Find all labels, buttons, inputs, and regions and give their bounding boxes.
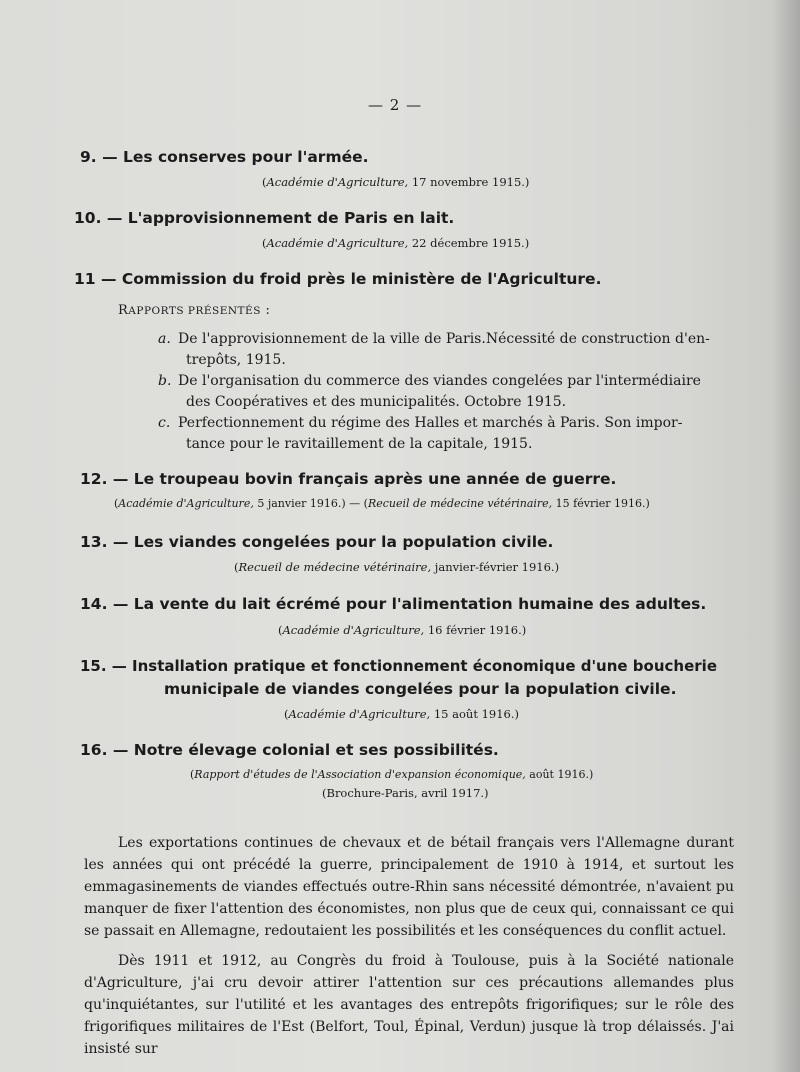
entry-14-source-italic: Académie d'Agriculture, (282, 623, 425, 637)
entry-13-heading: 13. — Les viandes congelées pour la population civile. (80, 533, 554, 551)
rapport-item-letter: a. (158, 331, 171, 347)
page-number: — 2 — (368, 96, 423, 114)
rapport-item-line2: tance pour le ravitaillement de la capitale, 1915. (186, 436, 533, 452)
entry-11-heading: 11 — Commission du froid près le ministère de l'Agriculture. (74, 270, 602, 288)
entry-12-source-italic: Académie d'Agriculture, (118, 497, 254, 510)
entry-10-heading: 10. — L'approvisionnement de Paris en lait. (74, 209, 455, 227)
rapports-label-cap: R (118, 303, 129, 318)
entry-14-heading: 14. — La vente du lait écrémé pour l'alimentation humaine des adultes. (80, 595, 707, 613)
entry-9-source-date: 17 novembre 1915.) (408, 175, 530, 189)
body-paragraph-2: Dès 1911 et 1912, au Congrès du froid à Toulouse, puis à la Société nationale d'Agriculture, j'ai cru devoir attirer l'attention sur ces précautions allemandes plus qu'inquiétantes, sur l'utilité et les avantages des entrepôts frigorifiques; sur le rôle des frigorifiques militaires de l'Est (Belfort, Toul, Épinal, Verdun) jusque là trop délaissés. J'ai insisté sur (84, 953, 734, 1057)
entry-15-heading-line2: municipale de viandes congelées pour la population civile. (164, 680, 677, 698)
rapport-item-letter: b. (158, 373, 172, 389)
rapports-label-small: APPORTS PRÉSENTÉS (128, 305, 261, 317)
entry-14-source: (Académie d'Agriculture, 16 février 1916.) (278, 623, 527, 637)
entry-16-source-italic: Rapport d'études de l'Association d'expansion économique, (194, 768, 526, 781)
entry-12-source-mid: 5 janvier 1916.) — ( (253, 497, 368, 510)
entry-15-heading-line1: 15. — Installation pratique et fonctionnement économique d'une boucherie (80, 657, 717, 675)
entry-10-source-date: 22 décembre 1915.) (408, 236, 530, 250)
rapports-label-colon: : (260, 303, 271, 318)
entry-12-source: (Académie d'Agriculture, 5 janvier 1916.) — (Recueil de médecine vétérinaire, 15 février 1916.) (114, 497, 650, 510)
entry-12-heading: 12. — Le troupeau bovin français après une année de guerre. (80, 470, 617, 488)
entry-9-source-italic: Académie d'Agriculture, (266, 175, 409, 189)
entry-15-source-date: 15 août 1916.) (430, 707, 520, 721)
entry-12-source-date: 15 février 1916.) (552, 497, 650, 510)
rapport-item-letter: c. (158, 415, 171, 431)
entry-16-source: (Rapport d'études de l'Association d'expansion économique, août 1916.) (190, 768, 594, 781)
rapport-item-b (158, 371, 728, 413)
body-paragraph-1: Les exportations continues de chevaux et de bétail français vers l'Allemagne durant les années qui ont précédé la guerre, principalement de 1910 à 1914, et surtout les emmagasinements de viandes effectués outre-Rhin sans nécessité démontrée, n'avaient pu manquer de fixer l'attention des économistes, non plus que de ceux qui, connaissant ce qui se passait en Allemagne, redoutaient les possibilités et les conséquences du conflit actuel. (84, 835, 734, 939)
entry-16-heading: 16. — Notre élevage colonial et ses possibilités. (80, 741, 499, 759)
rapport-item-a (158, 329, 728, 371)
rapport-item-line2: trepôts, 1915. (186, 352, 286, 368)
entry-9-heading: 9. — Les conserves pour l'armée. (80, 148, 369, 166)
rapports-label (118, 303, 270, 318)
rapport-item-c (158, 413, 728, 455)
entry-13-source-italic: Recueil de médecine vétérinaire, (238, 560, 432, 574)
entry-16-source-date: août 1916.) (525, 768, 594, 781)
rapport-item-line1: Perfectionnement du régime des Halles et marchés à Paris. Son impor- (178, 415, 683, 431)
entry-10-source: (Académie d'Agriculture, 22 décembre 1915.) (262, 236, 530, 250)
rapport-item-line1: De l'approvisionnement de la ville de Paris.Nécessité de construction d'en- (178, 331, 710, 347)
entry-15-source: (Académie d'Agriculture, 15 août 1916.) (284, 707, 520, 721)
rapport-item-line2: des Coopératives et des municipalités. Octobre 1915. (186, 394, 567, 410)
page-edge-shadow (772, 0, 800, 1072)
entry-10-source-italic: Académie d'Agriculture, (266, 236, 409, 250)
entry-16-source-line2: (Brochure-Paris, avril 1917.) (322, 786, 489, 800)
entry-13-source-date: janvier-février 1916.) (431, 560, 560, 574)
entry-15-source-italic: Académie d'Agriculture, (288, 707, 431, 721)
entry-9-source: (Académie d'Agriculture, 17 novembre 1915.) (262, 175, 530, 189)
entry-13-source: (Recueil de médecine vétérinaire, janvier-février 1916.) (234, 560, 560, 574)
entry-14-source-date: 16 février 1916.) (424, 623, 527, 637)
entry-12-source-italic-2: Recueil de médecine vétérinaire, (367, 497, 553, 510)
rapport-item-line1: De l'organisation du commerce des viandes congelées par l'intermédiaire (178, 373, 701, 389)
